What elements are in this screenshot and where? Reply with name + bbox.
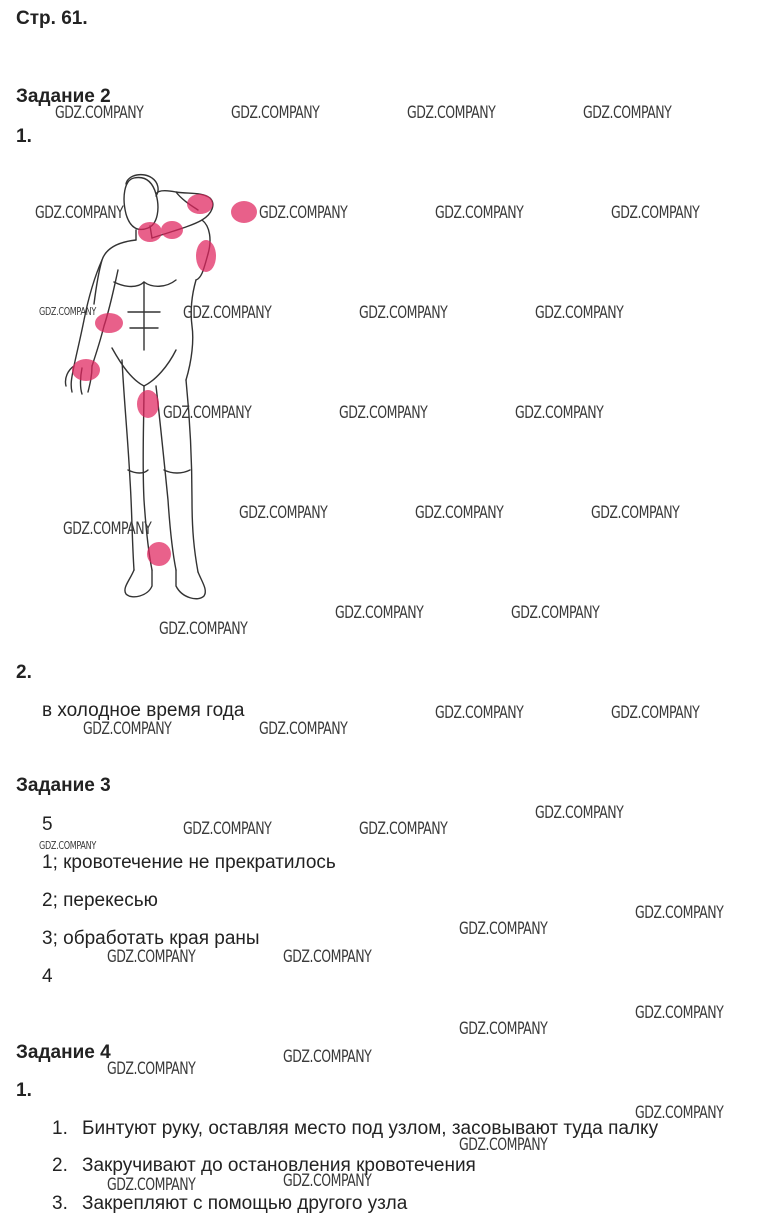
watermark: GDZ.COMPANY xyxy=(535,303,624,323)
task4-step xyxy=(52,1118,658,1140)
task4-item1-label: 1. xyxy=(16,1080,32,1101)
watermark: GDZ.COMPANY xyxy=(107,1175,196,1195)
task2-item1-label: 1. xyxy=(16,126,32,147)
watermark: GDZ.COMPANY xyxy=(335,603,424,623)
watermark: GDZ.COMPANY xyxy=(163,403,252,423)
watermark: GDZ.COMPANY xyxy=(435,203,524,223)
watermark: GDZ.COMPANY xyxy=(359,819,448,839)
watermark: GDZ.COMPANY xyxy=(359,303,448,323)
watermark: GDZ.COMPANY xyxy=(39,839,97,852)
watermark: GDZ.COMPANY xyxy=(515,403,604,423)
watermark: GDZ.COMPANY xyxy=(35,203,124,223)
watermark: GDZ.COMPANY xyxy=(83,719,172,739)
watermark: GDZ.COMPANY xyxy=(611,703,700,723)
page-label: Стр. 61. xyxy=(16,8,88,29)
step-number: 1. xyxy=(52,1118,68,1139)
watermark: GDZ.COMPANY xyxy=(259,203,348,223)
watermark: GDZ.COMPANY xyxy=(435,703,524,723)
step-text: Бинтуют руку, оставляя место под узлом, засовывают туда палку xyxy=(82,1118,659,1139)
watermark: GDZ.COMPANY xyxy=(283,947,372,967)
watermark: GDZ.COMPANY xyxy=(535,803,624,823)
watermark: GDZ.COMPANY xyxy=(159,619,248,639)
watermark: GDZ.COMPANY xyxy=(407,103,496,123)
watermark: GDZ.COMPANY xyxy=(635,903,724,923)
watermark: GDZ.COMPANY xyxy=(339,403,428,423)
step-text: Закрепляют с помощью другого узла xyxy=(82,1193,408,1214)
watermark: GDZ.COMPANY xyxy=(591,503,680,523)
step-number: 2. xyxy=(52,1155,68,1176)
task3-line: 1; кровотечение не прекратилось xyxy=(42,852,336,873)
task3-line: 3; обработать края раны xyxy=(42,928,260,949)
watermark: GDZ.COMPANY xyxy=(259,719,348,739)
step-text: Закручивают до остановления кровотечения xyxy=(82,1155,476,1176)
watermark: GDZ.COMPANY xyxy=(459,919,548,939)
watermark: GDZ.COMPANY xyxy=(283,1171,372,1191)
watermark: GDZ.COMPANY xyxy=(107,1059,196,1079)
watermark: GDZ.COMPANY xyxy=(39,305,97,318)
task3-line: 5 xyxy=(42,814,53,835)
task2-title: Задание 2 xyxy=(16,86,111,107)
watermark: GDZ.COMPANY xyxy=(63,519,152,539)
task3-line: 4 xyxy=(42,966,53,987)
watermark: GDZ.COMPANY xyxy=(459,1019,548,1039)
task2-item2-answer: в холодное время года xyxy=(42,700,245,721)
step-number: 3. xyxy=(52,1193,68,1214)
watermark: GDZ.COMPANY xyxy=(231,103,320,123)
watermark: GDZ.COMPANY xyxy=(55,103,144,123)
watermark: GDZ.COMPANY xyxy=(283,1047,372,1067)
watermark: GDZ.COMPANY xyxy=(107,947,196,967)
watermark: GDZ.COMPANY xyxy=(583,103,672,123)
watermark: GDZ.COMPANY xyxy=(239,503,328,523)
task2-item2-label: 2. xyxy=(16,662,32,683)
watermark: GDZ.COMPANY xyxy=(459,1135,548,1155)
task4-step xyxy=(52,1193,407,1215)
watermark: GDZ.COMPANY xyxy=(635,1003,724,1023)
task4-step xyxy=(52,1155,476,1177)
watermark: GDZ.COMPANY xyxy=(611,203,700,223)
watermark: GDZ.COMPANY xyxy=(635,1103,724,1123)
watermark: GDZ.COMPANY xyxy=(415,503,504,523)
watermark: GDZ.COMPANY xyxy=(183,303,272,323)
task3-line: 2; перекесью xyxy=(42,890,158,911)
human-body-figure xyxy=(52,170,267,610)
task3-title: Задание 3 xyxy=(16,775,111,796)
watermark: GDZ.COMPANY xyxy=(183,819,272,839)
task4-title: Задание 4 xyxy=(16,1042,111,1063)
watermark: GDZ.COMPANY xyxy=(511,603,600,623)
